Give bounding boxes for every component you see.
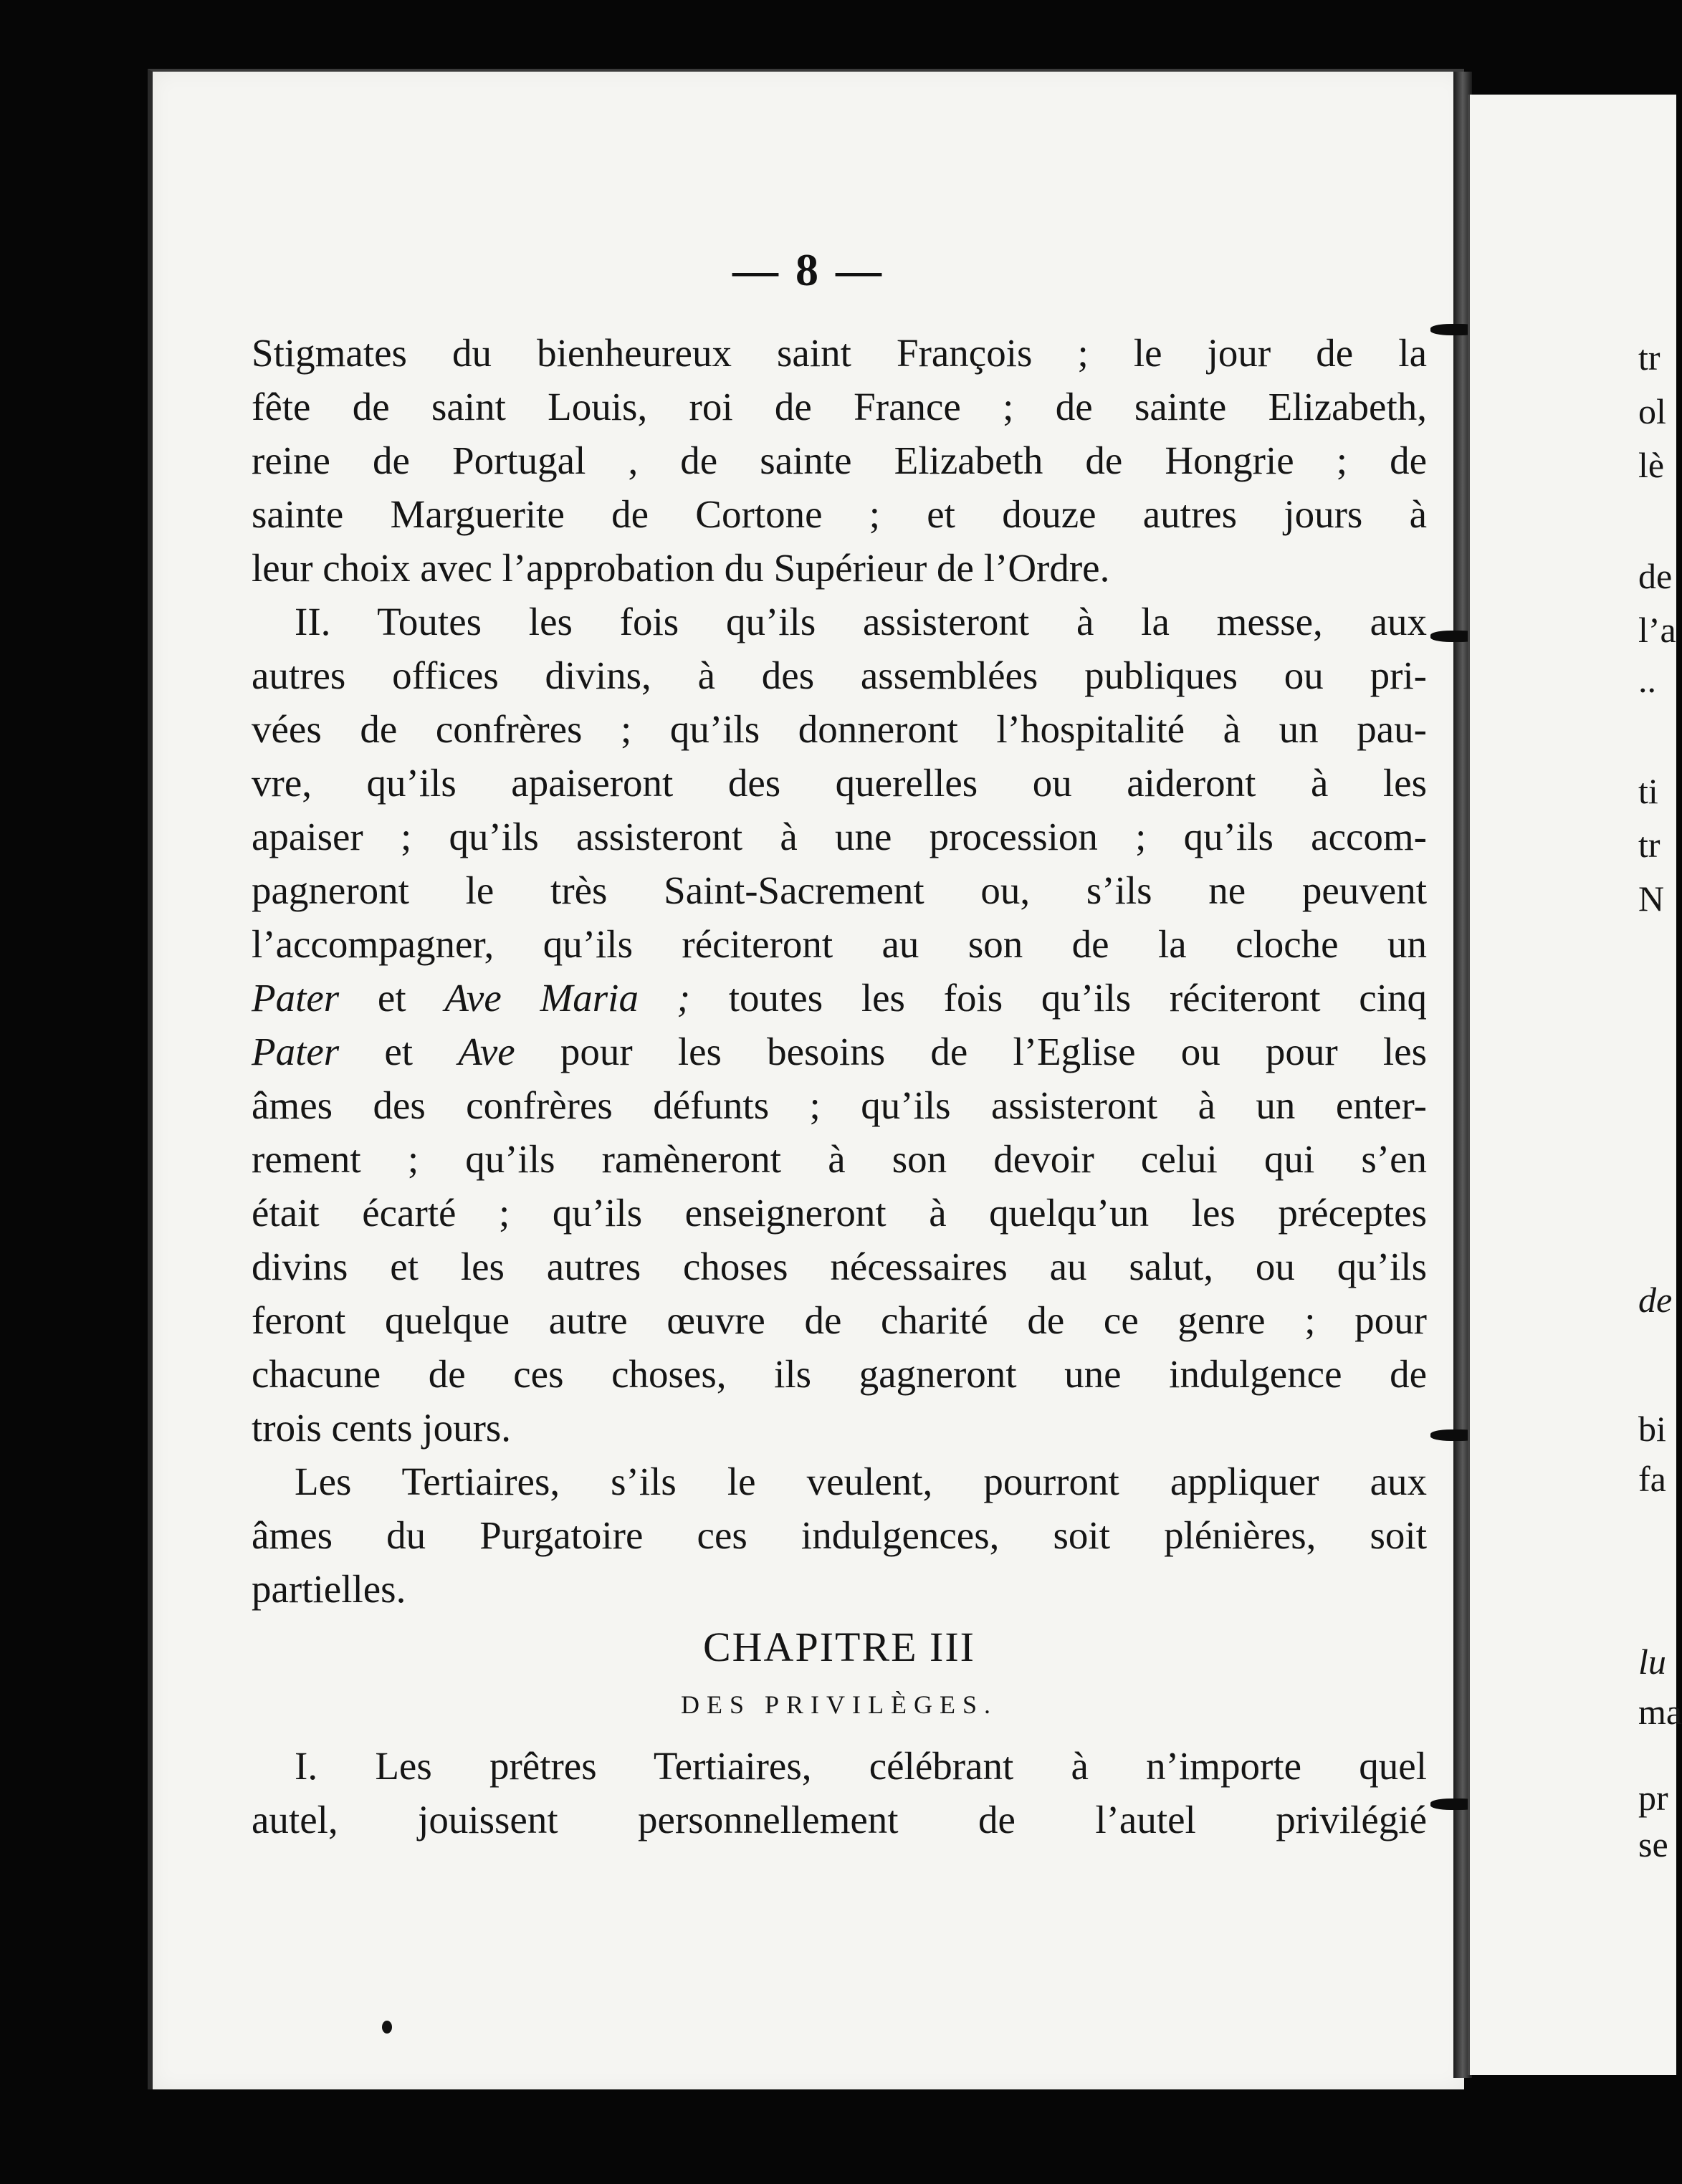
- right-page-fragment: de: [1638, 556, 1673, 596]
- left-page: [148, 69, 1464, 2089]
- text-line: pagneront le très Saint-Sacrement ou, s’ils ne peuvent: [252, 868, 1427, 912]
- right-page-fragment: fa: [1638, 1459, 1666, 1499]
- ink-speck: [382, 2021, 392, 2034]
- paragraph-4: [252, 1739, 1427, 1847]
- right-page-fragment: pr: [1638, 1778, 1668, 1818]
- right-page-fragment: tr: [1638, 337, 1661, 378]
- text-line: divins et les autres choses nécessaires au salut, ou qu’ils: [252, 1245, 1427, 1288]
- italic-phrase: Pater: [252, 976, 340, 1020]
- text-line: feront quelque autre œuvre de charité de ce genre ; pour: [252, 1298, 1427, 1342]
- text-line: vées de confrères ; qu’ils donneront l’hospitalité à un pau-: [252, 707, 1427, 751]
- text-line: rement ; qu’ils ramèneront à son devoir celui qui s’en: [252, 1137, 1427, 1181]
- right-page-fragment: bi: [1638, 1409, 1666, 1449]
- paragraph-2: [252, 595, 1427, 1455]
- right-page-fragment: ti: [1638, 771, 1658, 811]
- text-line: chacune de ces choses, ils gagneront une indulgence de: [252, 1352, 1427, 1396]
- text-line: fête de saint Louis, roi de France ; de sainte Elizabeth,: [252, 385, 1427, 428]
- right-page-fragment: N: [1638, 878, 1665, 919]
- right-page-fragment: tr: [1638, 825, 1661, 865]
- right-page-fragment: lu: [1638, 1642, 1666, 1682]
- section-title: DES PRIVILÈGES.: [680, 1690, 998, 1719]
- paragraph-1: [252, 326, 1427, 595]
- paragraph-3: [252, 1455, 1427, 1616]
- text-fragment: et: [339, 1030, 459, 1073]
- italic-phrase: Pater: [252, 1030, 340, 1073]
- text-line: partielles.: [252, 1567, 406, 1611]
- text-fragment: pour les besoins de l’Eglise ou pour les: [515, 1030, 1427, 1073]
- italic-phrase: Ave: [458, 1030, 515, 1073]
- text-line: apaiser ; qu’ils assisteront à une procession ; qu’ils accom-: [252, 815, 1427, 858]
- text-line: I. Les prêtres Tertiaires, célébrant à n’importe quel: [295, 1744, 1427, 1788]
- body-text: [252, 326, 1427, 1847]
- text-fragment: toutes les fois qu’ils réciteront cinq: [690, 976, 1427, 1020]
- text-line-italic-mix: [252, 971, 1427, 1025]
- right-page-fragment: se: [1638, 1824, 1668, 1864]
- chapter-title: CHAPITRE III: [702, 1624, 975, 1670]
- italic-phrase: Ave Maria ;: [444, 976, 690, 1020]
- text-line: vre, qu’ils apaiseront des querelles ou aideront à les: [252, 761, 1427, 805]
- text-line-italic-mix: [252, 1025, 1427, 1078]
- right-page-fragment: de: [1638, 1280, 1673, 1320]
- text-line: II. Toutes les fois qu’ils assisteront à la messe, aux: [295, 600, 1427, 643]
- text-line: reine de Portugal , de sainte Elizabeth de Hongrie ; de: [252, 439, 1427, 482]
- page-number: — 8 —: [732, 244, 884, 295]
- right-page-fragment: ..: [1638, 660, 1656, 700]
- text-line: leur choix avec l’approbation du Supérieur de l’Ordre.: [252, 546, 1110, 590]
- text-line: Stigmates du bienheureux saint François ; le jour de la: [252, 331, 1427, 375]
- right-page-fragment: ol: [1638, 391, 1666, 431]
- text-fragment: et: [339, 976, 445, 1020]
- text-line: âmes des confrères défunts ; qu’ils assisteront à un enter-: [252, 1083, 1427, 1127]
- text-line: sainte Marguerite de Cortone ; et douze autres jours à: [252, 492, 1427, 536]
- text-line: âmes du Purgatoire ces indulgences, soit plénières, soit: [252, 1513, 1427, 1557]
- right-page-fragment: ma: [1638, 1692, 1682, 1732]
- right-page-fragment: l’a: [1638, 610, 1676, 650]
- text-line: trois cents jours.: [252, 1406, 512, 1450]
- text-line: était écarté ; qu’ils enseigneront à quelqu’un les préceptes: [252, 1191, 1427, 1235]
- text-line: autel, jouissent personnellement de l’autel privilégié: [252, 1798, 1427, 1841]
- text-line: Les Tertiaires, s’ils le veulent, pourront appliquer aux: [295, 1460, 1427, 1503]
- text-line: autres offices divins, à des assemblées publiques ou pri-: [252, 653, 1427, 697]
- text-line: l’accompagner, qu’ils réciteront au son de la cloche un: [252, 922, 1427, 966]
- right-page-fragment: lè: [1638, 445, 1665, 485]
